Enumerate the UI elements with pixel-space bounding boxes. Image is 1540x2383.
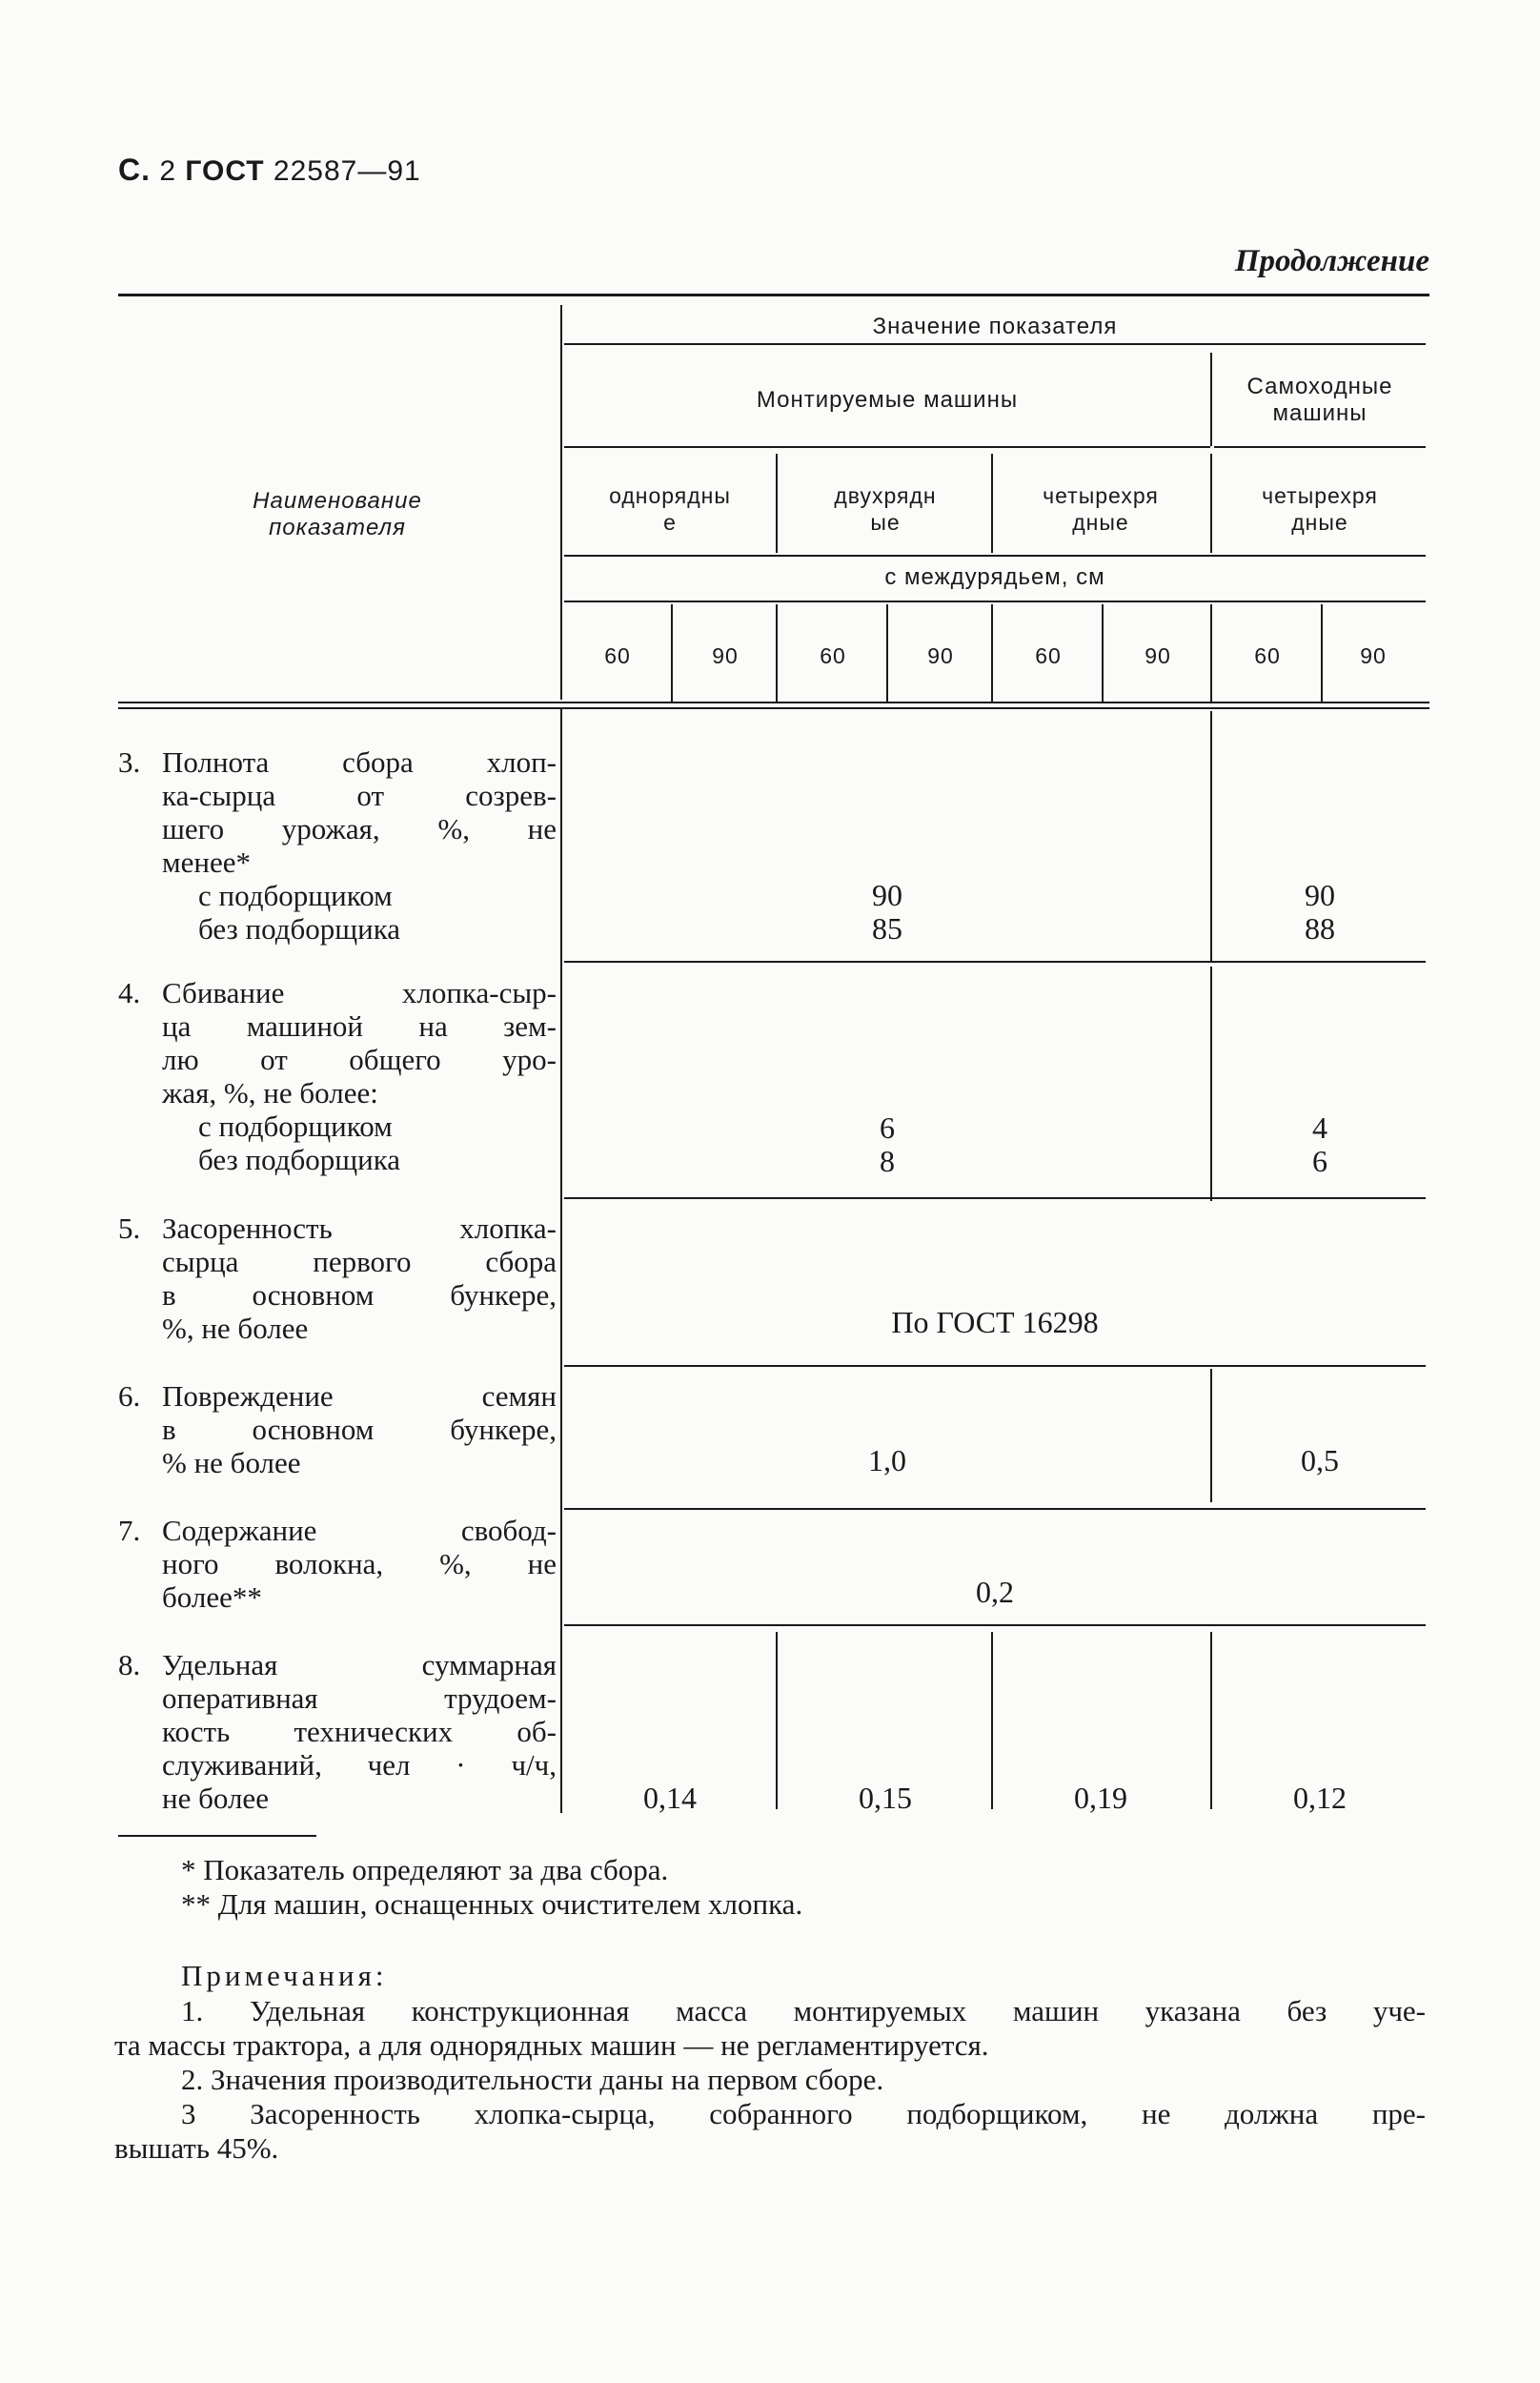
table-rule-20 bbox=[118, 702, 1429, 703]
table-rule-10 bbox=[776, 454, 778, 553]
row-4-mounted-value-2: 8 bbox=[880, 1144, 895, 1178]
table-rule-27 bbox=[1210, 1632, 1212, 1809]
table-rule-25 bbox=[776, 1632, 778, 1809]
table-rule-26 bbox=[991, 1632, 993, 1809]
row-3-name: 3. Полнота сбора хлоп- ка-сырца от созрев- шего урожая, %, не менее* с подборщиком без подборщика bbox=[118, 745, 557, 946]
page-header bbox=[118, 153, 421, 188]
row-6-mounted-value: 1,0 bbox=[868, 1443, 906, 1477]
row-3-self-propelled-value-2: 88 bbox=[1305, 911, 1335, 946]
header-row-spacing: с междурядьем, см bbox=[884, 564, 1105, 590]
header-indicator-value: Значение показателя bbox=[872, 314, 1118, 339]
footnote-separator bbox=[118, 1835, 316, 1837]
table-rule-8 bbox=[564, 601, 1426, 602]
table-rule-1 bbox=[118, 294, 1429, 296]
row-7-name: 7. Содержание свобод- ного волокна, %, не более** bbox=[118, 1514, 557, 1614]
table-rule-30 bbox=[564, 1365, 1426, 1367]
table-rule-28 bbox=[564, 961, 1426, 963]
spacing-header-8: 90 bbox=[1360, 643, 1387, 668]
spacing-header-4: 90 bbox=[927, 643, 954, 668]
spacing-header-6: 90 bbox=[1145, 643, 1171, 668]
row-5-name: 5. Засоренность хлопка- сырца первого сбора в основном бункере, %, не более bbox=[118, 1212, 557, 1345]
notes-title: Примечания: bbox=[181, 1959, 388, 1992]
row-6-self-propelled-value: 0,5 bbox=[1301, 1443, 1339, 1477]
row-5-merged-value: По ГОСТ 16298 bbox=[891, 1305, 1099, 1339]
table-rule-6 bbox=[1214, 446, 1426, 448]
row-4-mounted-value-1: 6 bbox=[880, 1110, 895, 1145]
row-3-mounted-value-1: 90 bbox=[872, 878, 902, 912]
table-rule-23 bbox=[1210, 967, 1212, 1201]
footnote-1: * Показатель определяют за два сбора. bbox=[181, 1853, 669, 1886]
header-four-row-self-propelled: четырехрядные bbox=[1262, 483, 1378, 535]
row-3-self-propelled-value-1: 90 bbox=[1305, 878, 1335, 912]
table-rule-5 bbox=[564, 446, 1210, 448]
table-rule-12 bbox=[1210, 454, 1212, 553]
header-mounted-machines: Монтируемые машины bbox=[756, 387, 1019, 413]
spacing-header-1: 60 bbox=[604, 643, 631, 668]
header-self-propelled-machines: Самоходные машины bbox=[1246, 374, 1393, 426]
page-number: 2 bbox=[159, 155, 177, 187]
spacing-header-3: 60 bbox=[820, 643, 846, 668]
row-8-two-row-value: 0,15 bbox=[859, 1781, 912, 1815]
spacing-header-2: 90 bbox=[712, 643, 739, 668]
series-mark: С. bbox=[118, 153, 151, 187]
header-single-row: однорядные bbox=[609, 483, 731, 535]
row-7-merged-value: 0,2 bbox=[976, 1575, 1014, 1609]
row-4-name: 4. Сбивание хлопка-сыр- ца машиной на зем- лю от общего уро- жая, %, не более: с подборщиком без подборщика bbox=[118, 976, 557, 1176]
table-rule-22 bbox=[1210, 711, 1212, 963]
row-4-self-propelled-value-1: 4 bbox=[1312, 1110, 1327, 1145]
table-rule-21 bbox=[118, 707, 1429, 709]
standard-label: ГОСТ bbox=[185, 155, 265, 187]
note-2: 2. Значения производительности даны на первом сборе. bbox=[181, 2063, 884, 2096]
table-rule-32 bbox=[564, 1624, 1426, 1626]
table-rule-31 bbox=[564, 1508, 1426, 1510]
spacing-header-7: 60 bbox=[1254, 643, 1281, 668]
row-8-four-row-value: 0,19 bbox=[1074, 1781, 1127, 1815]
row-8-single-row-value: 0,14 bbox=[643, 1781, 697, 1815]
table-rule-24 bbox=[1210, 1369, 1212, 1502]
table-rule-11 bbox=[991, 454, 993, 553]
note-1: 1. Удельная конструкционная масса монтируемых машин указана без уче- та массы трактора, а для однорядных машин — не регламентируется. bbox=[114, 1994, 1426, 2062]
table-rule-29 bbox=[564, 1197, 1426, 1199]
standard-number: 22587—91 bbox=[273, 155, 421, 187]
row-8-self-propelled-value: 0,12 bbox=[1293, 1781, 1347, 1815]
table-rule-3 bbox=[560, 707, 562, 1813]
row-8-name: 8. Удельная суммарная оперативная трудоем- кость технических об- служиваний, чел · ч/ч, не более bbox=[118, 1648, 557, 1815]
continued-label: Продолжение bbox=[1234, 244, 1429, 278]
table-rule-2 bbox=[560, 305, 562, 700]
row-6-name: 6. Повреждение семян в основном бункере, % не более bbox=[118, 1379, 557, 1479]
row-3-mounted-value-2: 85 bbox=[872, 911, 902, 946]
row-4-self-propelled-value-2: 6 bbox=[1312, 1144, 1327, 1178]
footnote-2: ** Для машин, оснащенных очистителем хлопка. bbox=[181, 1887, 803, 1921]
note-3: 3 Засоренность хлопка-сырца, собранного подборщиком, не должна пре- вышать 45%. bbox=[114, 2097, 1426, 2165]
spacing-header-5: 60 bbox=[1035, 643, 1062, 668]
header-four-row: четырехрядные bbox=[1043, 483, 1159, 535]
table-rule-9 bbox=[1210, 353, 1212, 446]
header-indicator-name: Наименование показателя bbox=[253, 488, 422, 540]
header-two-row: двухрядные bbox=[834, 483, 937, 535]
